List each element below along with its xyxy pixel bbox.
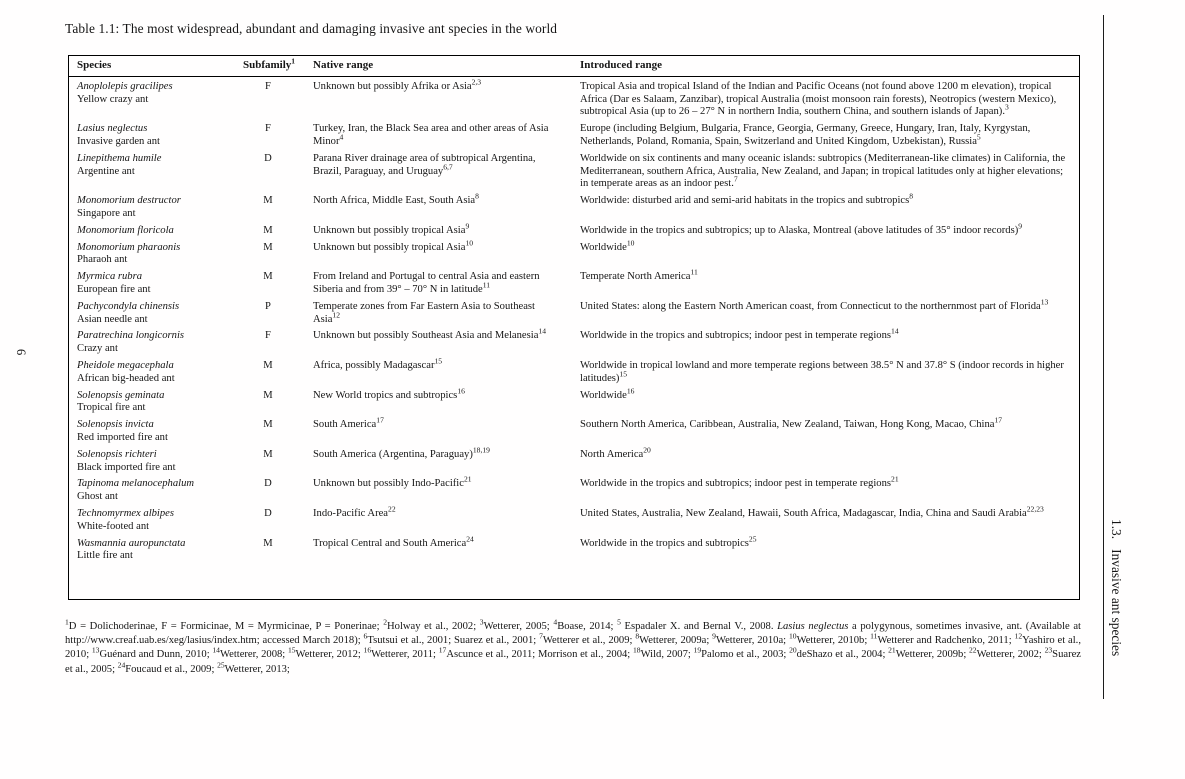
subfamily-cell: D	[264, 152, 272, 164]
table-row	[69, 149, 1079, 191]
native-range-cell: New World tropics and subtropics$^{16}$	[313, 386, 465, 401]
common-name: Ghost ant	[77, 491, 118, 503]
native-range-cell: Unknown but possibly tropical Asia$^9$	[313, 221, 470, 236]
introduced-range-cell: Worldwide$^{16}$	[580, 386, 635, 401]
introduced-range-cell: North America$^{20}$	[580, 445, 651, 460]
species-name: Lasius neglectus	[77, 123, 148, 135]
species-name: Wasmannia auropunctata	[77, 537, 186, 549]
table-row	[69, 267, 1079, 297]
species-name: Technomyrmex albipes	[77, 507, 174, 519]
table-row	[69, 238, 1079, 268]
species-name: Tapinoma melanocephalum	[77, 478, 195, 490]
table-row	[69, 297, 1079, 327]
table-row	[69, 221, 1079, 238]
table-row	[69, 386, 1079, 416]
subfamily-cell: M	[263, 537, 273, 549]
table-body	[69, 76, 1079, 563]
introduced-range-cell: Europe (including Belgium, Bulgaria, France, Georgia, Germany, Greece, Hungary, Iran, Italy, Kyrgystan, Netherlands, Poland, Romania, Spain, Switzerland and United Kingdom, Uzbekistan), Russia$^5$	[580, 123, 1031, 147]
table-row	[69, 445, 1079, 475]
species-name: Paratrechina longicornis	[77, 330, 185, 342]
section-header-rotated: 1.3. Invasive ant species	[1109, 519, 1124, 657]
common-name: Black imported fire ant	[77, 461, 176, 473]
species-name: Monomorium pharaonis	[77, 241, 181, 253]
species-name: Pheidole megacephala	[77, 359, 174, 371]
species-name: Myrmica rubra	[77, 271, 143, 283]
species-name: Solenopsis richteri	[77, 448, 157, 460]
introduced-range-cell: Worldwide in tropical lowland and more temperate regions between 38.5° N and 37.8° S (indoor records in higher latitudes)$^{15}$	[580, 359, 1064, 384]
native-range-cell: Tropical Central and South America$^{24}$	[313, 533, 474, 549]
native-range-cell: North Africa, Middle East, South Asia$^8$	[313, 191, 479, 207]
introduced-range-cell: Worldwide on six continents and many oceanic islands: subtropics (Mediterranean-like climates) in California, the Mediterranean, southern Africa, Australia, New Zealand, and Japan; in tropical latitudes only at higher elevations; in temperate areas as an indoor pest.$^7$	[580, 152, 1066, 190]
subfamily-cell: P	[265, 300, 271, 312]
column-header-species: Species	[69, 56, 241, 76]
introduced-range-cell: Temperate North America$^{11}$	[580, 267, 698, 283]
native-range-cell: Parana River drainage area of subtropical Argentina, Brazil, Paraguay, and Uruguay$^{6,7}$	[313, 152, 536, 177]
subfamily-cell: F	[265, 80, 271, 92]
table-row	[69, 356, 1079, 386]
introduced-range-cell: Tropical Asia and tropical Island of the Indian and Pacific Oceans (not found above 1200 m elevation), tropical Africa (Dar es Salaam, Zanzibar), tropical Australia (moist monsoon rain forests), Neotropics (western Mexico), subtropical Asia (up to 26 – 27° N in northern India, southern China, and southern islands of Japan).$^3$	[580, 80, 1057, 118]
column-header-introduced-range: Introduced range	[572, 56, 1079, 76]
common-name: Singapore ant	[77, 207, 136, 219]
species-name: Anoplolepis gracilipes	[77, 80, 173, 92]
subfamily-cell: D	[264, 478, 272, 490]
introduced-range-cell: Worldwide: disturbed arid and semi-arid habitats in the tropics and subtropics$^8$	[580, 191, 914, 207]
table-row	[69, 119, 1079, 149]
native-range-cell: Unknown but possibly Indo-Pacific$^{21}$	[313, 474, 472, 490]
table-row	[69, 415, 1079, 445]
native-range-cell: Africa, possibly Madagascar$^{15}$	[313, 356, 443, 371]
species-name: Solenopsis geminata	[77, 389, 165, 401]
ant-species-table	[69, 56, 1079, 563]
subfamily-cell: M	[263, 224, 273, 236]
table-row	[69, 326, 1079, 356]
introduced-range-cell: Worldwide$^{10}$	[580, 238, 635, 253]
common-name: Yellow crazy ant	[77, 93, 149, 105]
subfamily-cell: M	[263, 241, 273, 253]
subfamily-cell: M	[263, 448, 273, 460]
common-name: White-footed ant	[77, 520, 150, 532]
subfamily-cell: M	[263, 419, 273, 431]
common-name: Pharaoh ant	[77, 254, 128, 266]
section-header-rule	[1103, 15, 1104, 699]
species-name: Pachycondyla chinensis	[77, 300, 180, 312]
native-range-cell: From Ireland and Portugal to central Asia and eastern Siberia and from 39° – 70° N in latitude$^{11}$	[313, 271, 540, 295]
species-name: Monomorium floricola	[77, 224, 174, 236]
native-range-cell: Unknown but possibly tropical Asia$^{10}$	[313, 238, 474, 253]
subfamily-cell: F	[265, 123, 271, 135]
common-name: Red imported fire ant	[77, 431, 168, 443]
ant-species-table-box	[68, 55, 1080, 600]
species-name: Monomorium destructor	[77, 195, 181, 207]
native-range-cell: Indo-Pacific Area$^{22}$	[313, 504, 396, 519]
introduced-range-cell: United States: along the Eastern North American coast, from Connecticut to the northernmost part of Florida$^{13}$	[580, 297, 1049, 312]
native-range-cell: Unknown but possibly Southeast Asia and Melanesia$^{14}$	[313, 326, 546, 342]
introduced-range-cell: Worldwide in the tropics and subtropics; indoor pest in temperate regions$^{14}$	[580, 326, 899, 342]
subfamily-cell: M	[263, 195, 273, 207]
table-header-row	[69, 56, 1079, 76]
species-name: Solenopsis invicta	[77, 419, 154, 431]
native-range-cell: South America$^{17}$	[313, 415, 384, 431]
page-number: 6	[14, 349, 28, 356]
table-row	[69, 474, 1079, 504]
native-range-cell: Turkey, Iran, the Black Sea area and other areas of Asia Minor$^4$	[313, 123, 549, 147]
native-range-cell: Unknown but possibly Afrika or Asia$^{2,3}$	[313, 77, 482, 92]
table-caption: Table 1.1: The most widespread, abundant and damaging invasive ant species in the world	[65, 21, 558, 36]
table-footnotes: $^1$D = Dolichoderinae, F = Formicinae, M = Myrmicinae, P = Ponerinae; $^2$Holway et al., 2002; $^3$Wetterer, 2005; $^4$Boase, 2014; $^5$ Espadaler X. and Bernal V., 2008. Lasius neglectus a polygynous, sometimes invasive, ant. (Available at http://www.creaf.uab.es/xeg/lasius/index.htm; accessed March 2018); $^6$Tsutsui et al., 2001; Suarez et al., 2001; $^7$Wetterer et al., 2009; $^8$Wetterer, 2009a; $^9$Wetterer, 2010a; $^{10}$Wetterer, 2010b; $^{11}$Wetterer and Radchenko, 2011; $^{12}$Yashiro et al., 2010; $^{13}$Guénard and Dunn, 2010; $^{14}$Wetterer, 2008; $^{15}$Wetterer, 2012; $^{16}$Wetterer, 2011; $^{17}$Ascunce et al., 2011; Morrison et al., 2004; $^{18}$Wild, 2007; $^{19}$Palomo et al., 2003; $^{20}$deShazo et al., 2004; $^{21}$Wetterer, 2009b; $^{22}$Wetterer, 2002; $^{23}$Suarez et al., 2005; $^{24}$Foucaud et al., 2009; $^{25}$Wetterer, 2013;	[65, 617, 1081, 675]
introduced-range-cell: Southern North America, Caribbean, Australia, New Zealand, Taiwan, Hong Kong, Macao, China$^{17}$	[580, 415, 1003, 431]
native-range-cell: South America (Argentina, Paraguay)$^{18,19}$	[313, 445, 490, 460]
introduced-range-cell: Worldwide in the tropics and subtropics; indoor pest in temperate regions$^{21}$	[580, 474, 899, 490]
subfamily-cell: M	[263, 271, 273, 283]
subfamily-cell: F	[265, 330, 271, 342]
table-row	[69, 191, 1079, 221]
introduced-range-cell: Worldwide in the tropics and subtropics; up to Alaska, Montreal (above latitudes of 35° indoor records)$^9$	[580, 221, 1023, 236]
common-name: Crazy ant	[77, 343, 118, 355]
subfamily-cell: M	[263, 389, 273, 401]
common-name: European fire ant	[77, 283, 151, 295]
common-name: Tropical fire ant	[77, 402, 146, 414]
subfamily-cell: M	[263, 359, 273, 371]
common-name: Argentine ant	[77, 165, 135, 177]
common-name: Little fire ant	[77, 550, 133, 562]
table-row	[69, 76, 1079, 119]
table-header	[69, 56, 1079, 76]
column-header-subfamily: Subfamily$^1$	[241, 56, 305, 76]
introduced-range-cell: United States, Australia, New Zealand, Hawaii, South Africa, Madagascar, India, China and Saudi Arabia$^{22,23}$	[580, 504, 1044, 519]
common-name: Invasive garden ant	[77, 135, 160, 147]
common-name: Asian needle ant	[77, 313, 148, 325]
species-name: Linepithema humile	[77, 152, 162, 164]
column-header-native-range: Native range	[305, 56, 572, 76]
introduced-range-cell: Worldwide in the tropics and subtropics$^{25}$	[580, 533, 757, 549]
table-row	[69, 504, 1079, 534]
subfamily-cell: D	[264, 507, 272, 519]
table-row	[69, 534, 1079, 564]
native-range-cell: Temperate zones from Far Eastern Asia to Southeast Asia$^{12}$	[313, 300, 535, 325]
common-name: African big-headed ant	[77, 372, 175, 384]
